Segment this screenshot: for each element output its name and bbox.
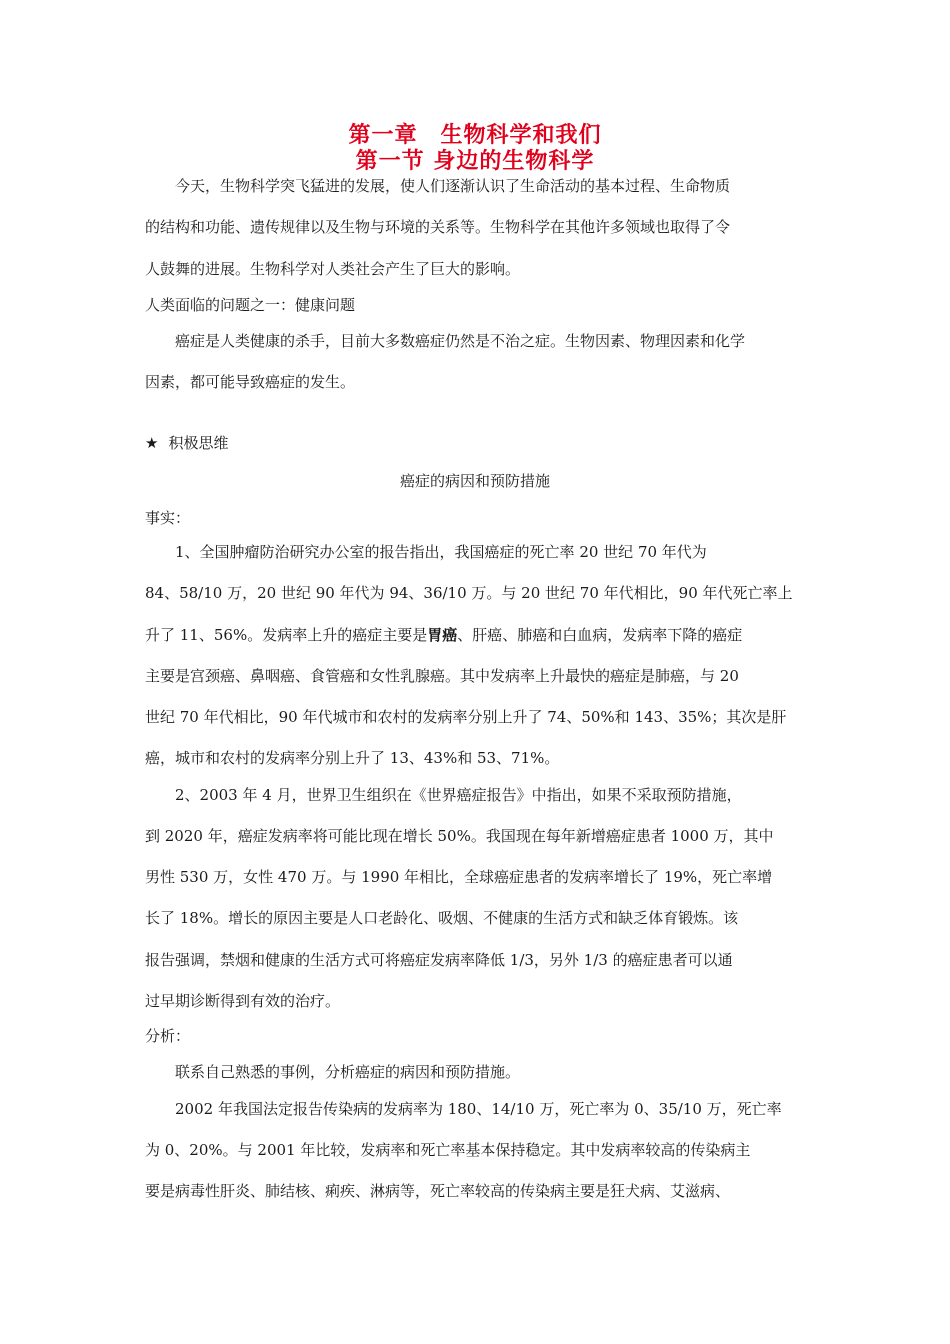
cancer-line-1: 癌症是人类健康的杀手，目前大多数癌症仍然是不治之症。生物因素、物理因素和化学 xyxy=(175,332,746,350)
analysis-line: 联系自己熟悉的事例，分析癌症的病因和预防措施。 xyxy=(175,1063,521,1081)
fact1-line-1: 1、全国肿瘤防治研究办公室的报告指出，我国癌症的死亡率 20 世纪 70 年代为 xyxy=(175,543,707,561)
fact1-line-6: 癌，城市和农村的发病率分别上升了 13、43%和 53、71%。 xyxy=(145,749,560,767)
problem-heading: 人类面临的问题之一：健康问题 xyxy=(145,296,356,314)
facts-label: 事实： xyxy=(145,509,191,527)
infect-line-2: 为 0、20%。与 2001 年比较，发病率和死亡率基本保持稳定。其中发病率较高的传染病主 xyxy=(145,1141,751,1159)
chapter-title: 第一章 生物科学和我们 xyxy=(348,122,602,148)
think-heading-row xyxy=(145,432,810,454)
section-title: 第一节 身边的生物科学 xyxy=(355,148,595,174)
fact2-line-3: 男性 530 万，女性 470 万。与 1990 年相比，全球癌症患者的发病率增长了 19%，死亡率增 xyxy=(145,868,773,886)
fact2-line-5: 报告强调，禁烟和健康的生活方式可将癌症发病率降低 1/3，另外 1/3 的癌症患者可以通 xyxy=(145,951,733,969)
fact1-line-4: 主要是宫颈癌、鼻咽癌、食管癌和女性乳腺癌。其中发病率上升最快的癌症是肺癌，与 20 xyxy=(145,667,739,685)
think-title: 癌症的病因和预防措施 xyxy=(399,472,550,490)
fact2-line-4: 长了 18%。增长的原因主要是人口老龄化、吸烟、不健康的生活方式和缺乏体育锻炼。该 xyxy=(145,909,739,927)
infect-line-1: 2002 年我国法定报告传染病的发病率为 180、14/10 万，死亡率为 0、35/10 万，死亡率 xyxy=(175,1100,782,1118)
star-icon: ★ xyxy=(145,434,159,452)
intro-line-2: 的结构和功能、遗传规律以及生物与环境的关系等。生物科学在其他许多领域也取得了令 xyxy=(145,218,731,236)
think-heading: 积极思维 xyxy=(168,434,229,452)
fact2-line-6: 过早期诊断得到有效的治疗。 xyxy=(145,992,341,1010)
intro-line-3: 人鼓舞的进展。生物科学对人类社会产生了巨大的影响。 xyxy=(145,260,521,278)
cancer-line-2: 因素，都可能导致癌症的发生。 xyxy=(145,373,356,391)
fact1-line-3-bold: 胃癌 xyxy=(427,626,458,644)
fact1-line-3-post: 、肝癌、肺癌和白血病，发病率下降的癌症 xyxy=(457,626,743,644)
fact1-line-3 xyxy=(145,624,810,646)
fact1-line-2: 84、58/10 万，20 世纪 90 年代为 94、36/10 万。与 20 世纪 70 年代相比，90 年代死亡率上 xyxy=(145,584,793,602)
fact2-line-2: 到 2020 年，癌症发病率将可能比现在增长 50%。我国现在每年新增癌症患者 1000 万，其中 xyxy=(145,827,774,845)
infect-line-3: 要是病毒性肝炎、肺结核、痢疾、淋病等，死亡率较高的传染病主要是狂犬病、艾滋病、 xyxy=(145,1182,731,1200)
fact1-line-3-pre: 升了 11、56%。发病率上升的癌症主要是 xyxy=(145,626,428,644)
fact1-line-5: 世纪 70 年代相比，90 年代城市和农村的发病率分别上升了 74、50%和 143、35%；其次是肝 xyxy=(145,708,787,726)
analysis-label: 分析： xyxy=(145,1027,191,1045)
intro-line-1: 今天，生物科学突飞猛进的发展，使人们逐渐认识了生命活动的基本过程、生命物质 xyxy=(175,177,731,195)
fact2-line-1: 2、2003 年 4 月，世界卫生组织在《世界癌症报告》中指出，如果不采取预防措施， xyxy=(175,786,742,804)
